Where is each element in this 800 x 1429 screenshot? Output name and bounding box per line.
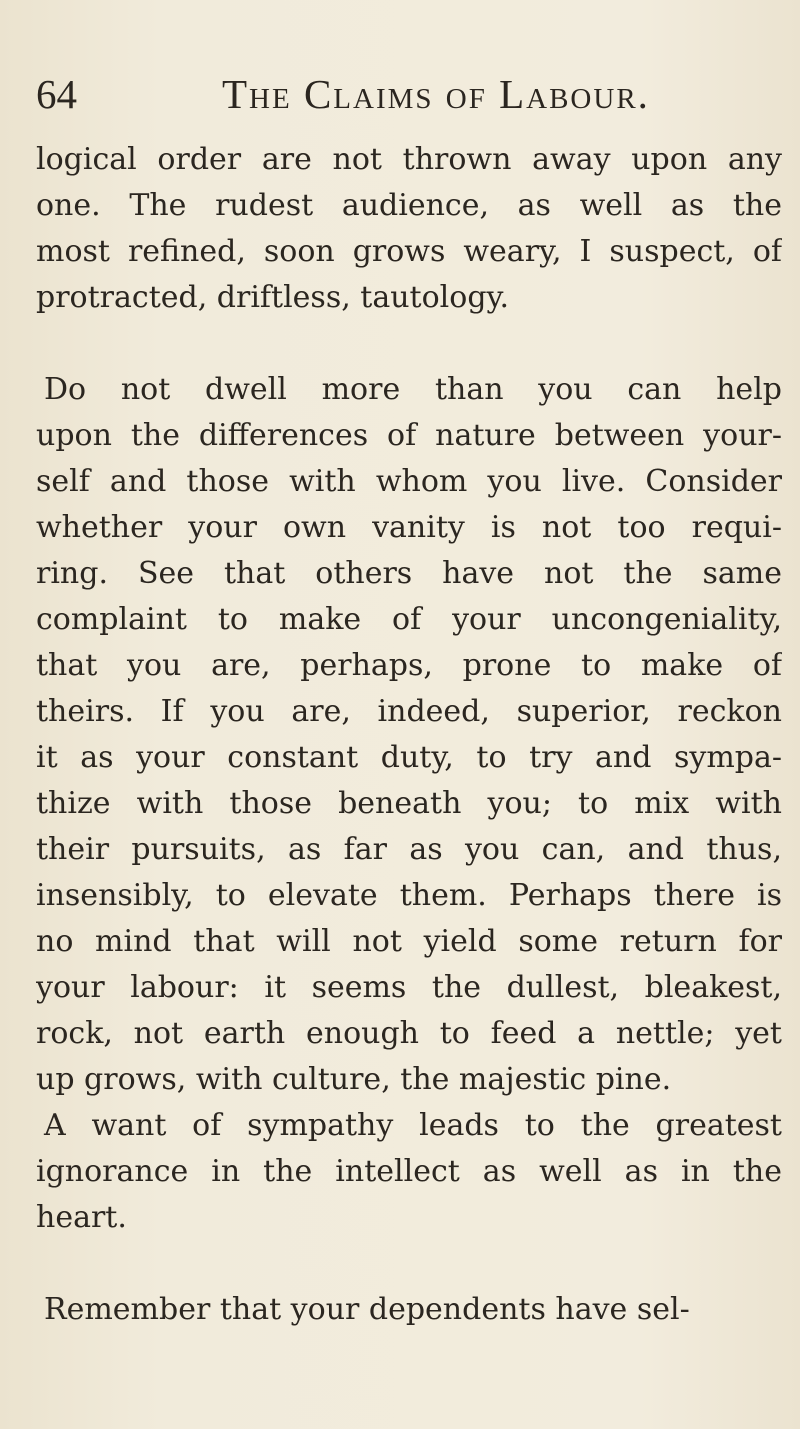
- text-line: your labour: it seems the dullest, bleakest,: [36, 970, 782, 1005]
- text-line: A want of sympathy leads to the greatest: [44, 1108, 782, 1143]
- text-line: no mind that will not yield some return for: [36, 924, 782, 959]
- paragraph-3: [36, 1103, 782, 1241]
- text-line: insensibly, to elevate them. Perhaps there is: [36, 878, 782, 913]
- text-line: up grows, with culture, the majestic pine.: [36, 1062, 672, 1097]
- body-text: [36, 137, 782, 1333]
- paragraph-4: [36, 1287, 782, 1333]
- text-line: ignorance in the intellect as well as in the: [36, 1154, 782, 1189]
- page-number: 64: [36, 71, 77, 117]
- text-line: upon the differences of nature between your-: [36, 418, 782, 453]
- text-line: whether your own vanity is not too requi-: [36, 510, 782, 545]
- text-line: rock, not earth enough to feed a nettle; yet: [36, 1016, 782, 1051]
- text-line: most refined, soon grows weary, I suspect, of: [36, 234, 782, 269]
- text-line: complaint to make of your uncongeniality,: [36, 602, 782, 637]
- paragraph-2: [36, 367, 782, 1103]
- text-line: their pursuits, as far as you can, and thus,: [36, 832, 782, 867]
- text-line: protracted, driftless, tautology.: [36, 280, 510, 315]
- text-line: theirs. If you are, indeed, superior, reckon: [36, 694, 782, 729]
- paragraph-1: [36, 137, 782, 321]
- text-line: thize with those beneath you; to mix with: [36, 786, 782, 821]
- text-line: ring. See that others have not the same: [36, 556, 782, 591]
- text-line: self and those with whom you live. Consider: [36, 464, 782, 499]
- running-title: The Claims of Labour.: [222, 71, 650, 117]
- page-header: [36, 70, 776, 118]
- text-line: logical order are not thrown away upon any: [36, 142, 782, 177]
- text-line: Remember that your dependents have sel-: [44, 1292, 690, 1327]
- text-line: it as your constant duty, to try and sympa-: [36, 740, 782, 775]
- text-line: heart.: [36, 1200, 127, 1235]
- text-line: that you are, perhaps, prone to make of: [36, 648, 782, 683]
- text-line: one. The rudest audience, as well as the: [36, 188, 782, 223]
- text-line: Do not dwell more than you can help: [44, 372, 782, 407]
